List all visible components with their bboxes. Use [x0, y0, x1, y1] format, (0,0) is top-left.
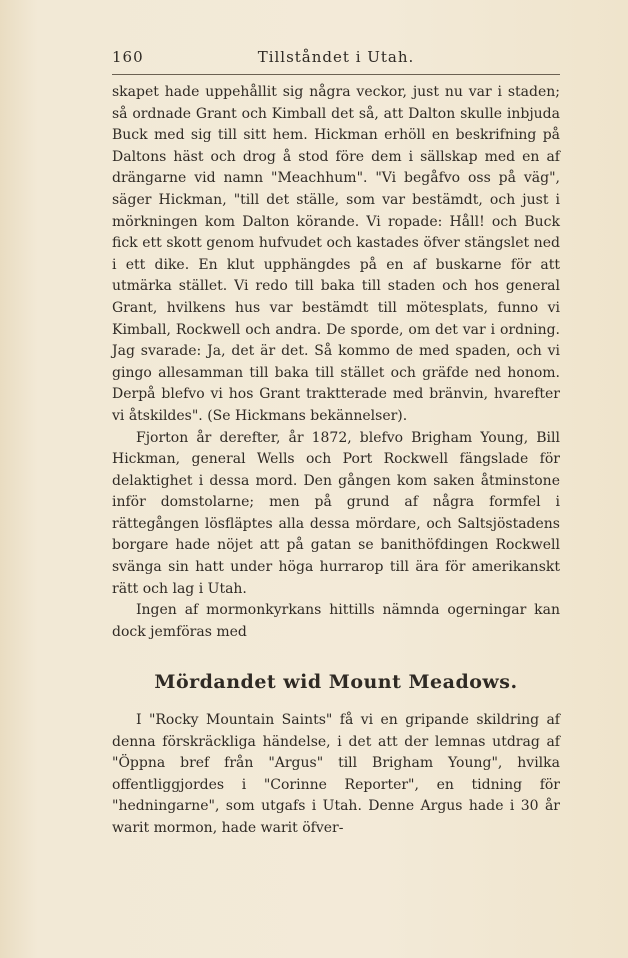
- page-number: 160: [112, 48, 144, 66]
- running-title: Tillståndet i Utah.: [257, 48, 415, 66]
- paragraph: Ingen af mormonkyrkans hittills nämnda ogerningar kan dock jemföras med: [112, 602, 560, 640]
- page-body: [112, 82, 560, 840]
- header-rule: [112, 74, 560, 75]
- paragraph: skapet hade uppehållit sig några veckor, just nu var i staden; så ordnade Grant och Kimball det så, att Dalton skulle inbjuda Buck med sig till sitt hem. Hickman erhöll en beskrifning på Daltons häst och drog å stod före dem i sällskap med en af drängarne vid namn "Meachhum". "Vi begåfvo oss på väg", säger Hickman, "till det ställe, som var bestämdt, och just i mörkningen kom Dalton körande. Vi ropade: Håll! och Buck fick ett skott genom hufvudet och kastades öfver stängslet ned i ett dike. En klut upphängdes på en af buskarne för att utmärka stället. Vi redo till baka till staden och hos general Grant, hvilkens hus var bestämdt till mötesplats, funno vi Kimball, Rockwell och andra. De sporde, om det var i ordning. Jag svarade: Ja, det är det. Så kommo de med spaden, och vi gingo allesamman till baka till stället och gräfde ned honom. Derpå blefvo vi hos Grant traktterade med bränvin, hvarefter vi åtskildes". (Se Hickmans bekännelser).: [112, 84, 560, 424]
- paragraph: I "Rocky Mountain Saints" få vi en gripande skildring af denna förskräckliga händelse, i det att der lemnas utdrag af "Öppna bref från "Argus" till Brigham Young", hvilka offentliggjordes i "Corinne Reporter", en tidning för "hedningarne", som utgafs i Utah. Denne Argus hade i 30 år warit mormon, hade warit öfver-: [112, 712, 560, 836]
- page-header: [112, 48, 560, 72]
- paragraph: Fjorton år derefter, år 1872, blefvo Brigham Young, Bill Hickman, general Wells och Port Rockwell fängslade för delaktighet i dessa mord. Den gången kom saken åtminstone inför domstolarne; men på grund af några formfel i rättegången lösfläptes alla dessa mördare, och Saltsjöstadens borgare hade nöjet att på gatan se banithöfdingen Rockwell svänga sin hatt under höga hurrarop till ära för amerikanskt rätt och lag i Utah.: [112, 429, 560, 597]
- section-heading: Mördandet wid Mount Meadows.: [154, 671, 518, 694]
